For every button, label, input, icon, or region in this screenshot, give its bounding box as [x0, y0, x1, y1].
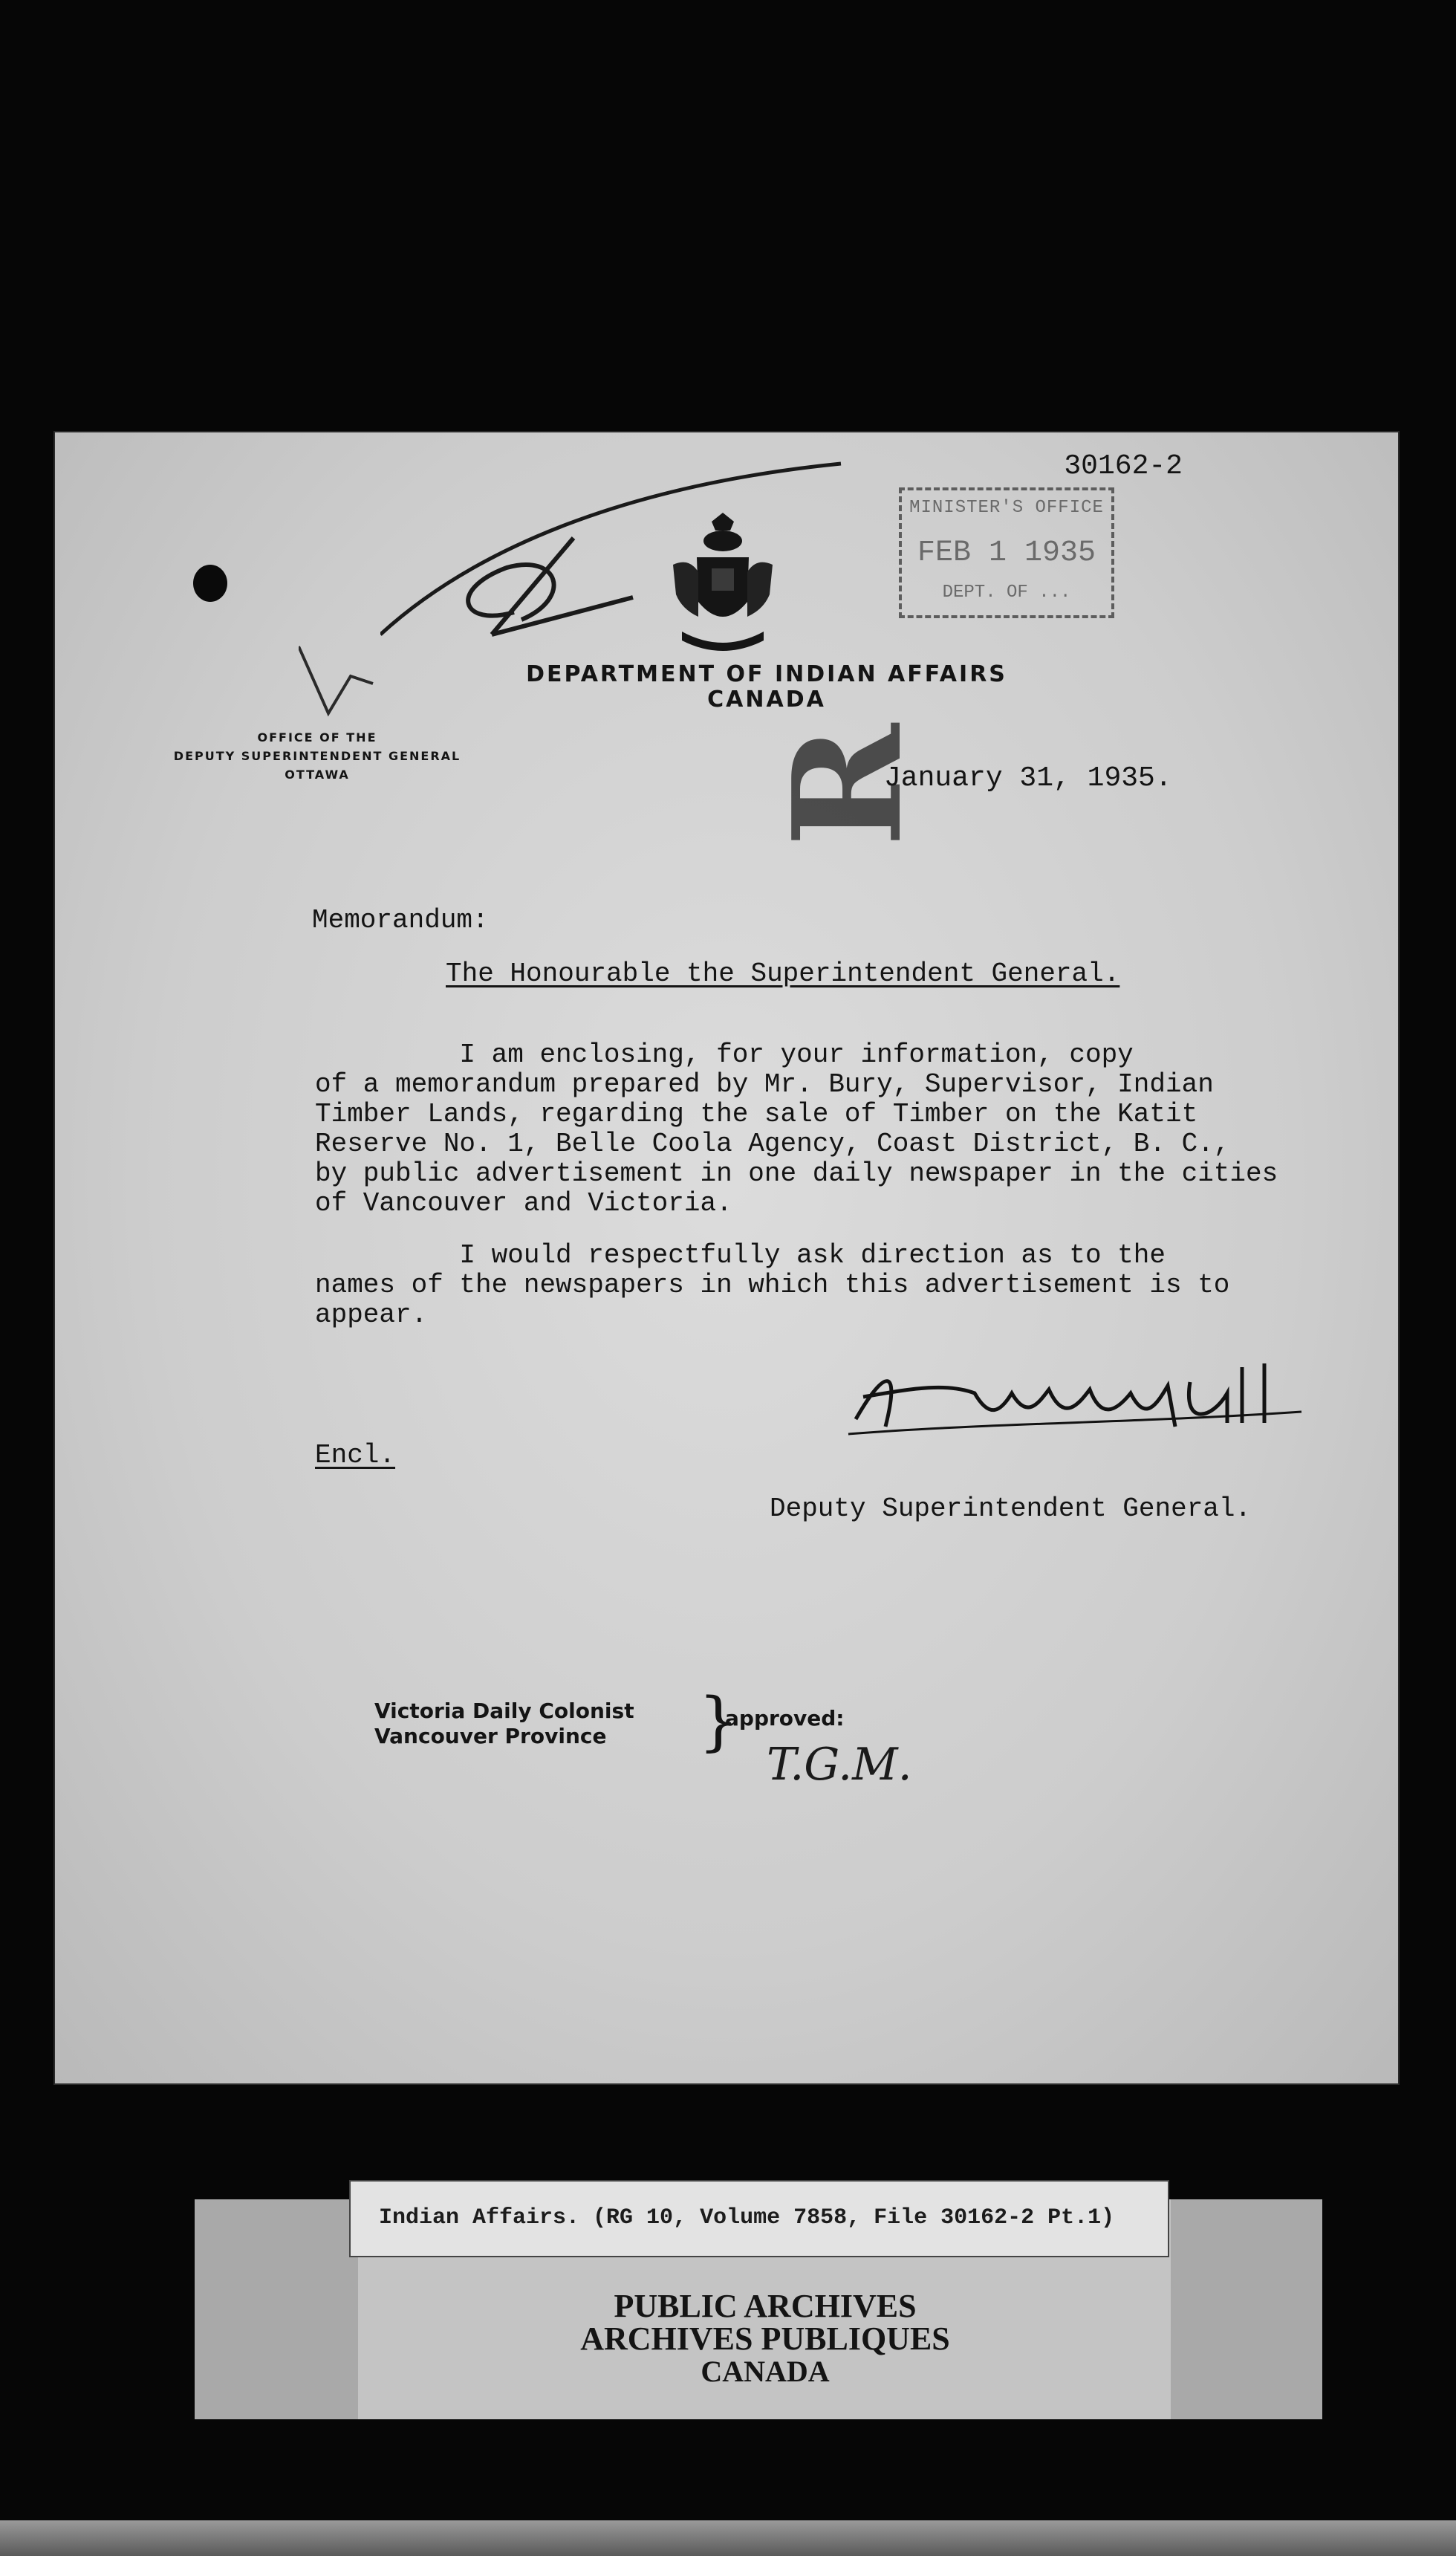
- newspaper-name: Vancouver Province: [374, 1724, 607, 1748]
- receipt-stamp: [899, 487, 1114, 618]
- department-country: CANADA: [707, 687, 826, 713]
- archives-line: CANADA: [701, 2355, 830, 2388]
- signature-icon: [841, 1352, 1316, 1449]
- stamp-office: MINISTER'S OFFICE: [909, 498, 1104, 518]
- file-number: 30162-2: [1064, 450, 1183, 482]
- office-block: [150, 728, 484, 784]
- checkmark-icon: [299, 639, 388, 728]
- addressee: The Honourable the Superintendent General.: [446, 958, 1120, 989]
- approval-initials: T.G.M.: [767, 1739, 912, 1791]
- approved-note: approved:: [725, 1706, 845, 1731]
- memo-label: Memorandum:: [312, 905, 489, 935]
- office-line: OTTAWA: [285, 768, 350, 782]
- stamp-date: FEB 1 1935: [917, 536, 1096, 570]
- punch-hole: [193, 565, 227, 602]
- office-line: DEPUTY SUPERINTENDENT GENERAL: [173, 749, 461, 763]
- signature-title: Deputy Superintendent General.: [770, 1493, 1252, 1524]
- newspaper-name: Victoria Daily Colonist: [374, 1699, 634, 1723]
- memo-date: January 31, 1935.: [884, 762, 1172, 794]
- handwritten-mark-icon: [380, 441, 856, 664]
- brace-icon: }: [698, 1684, 739, 1759]
- memo-paragraph: I am enclosing, for your information, copy of a memorandum prepared by Mr. Bury, Supervisor, Indian Timber Lands, regarding the sale of Timber on the Katit Reserve No. 1, Belle Coola Agency, Coast District, B. C., by public advertisement in one daily newspaper in the cities of Vancouver and Victoria.: [315, 1039, 1278, 1219]
- scan-bottom-band: [0, 2520, 1456, 2556]
- archives-line: ARCHIVES PUBLIQUES: [580, 2320, 950, 2357]
- archive-card-edge: [1171, 2199, 1322, 2419]
- archives-line: PUBLIC ARCHIVES: [614, 2288, 917, 2324]
- office-line: OFFICE OF THE: [257, 730, 377, 745]
- royal-crest-icon: [667, 513, 779, 654]
- citation-text: Indian Affairs. (RG 10, Volume 7858, File 30162-2 Pt.1): [379, 2205, 1115, 2231]
- r-stamp: R: [761, 723, 935, 847]
- department-title: DEPARTMENT OF INDIAN AFFAIRS: [526, 661, 1007, 687]
- stamp-dept: DEPT. OF ...: [942, 583, 1071, 603]
- archive-card-edge: [195, 2199, 358, 2419]
- memo-sheet: [53, 431, 1400, 2085]
- enclosure-note: Encl.: [315, 1440, 396, 1470]
- memo-paragraph: I would respectfully ask direction as to the names of the newspapers in which this advertisement is to appear.: [315, 1240, 1230, 1330]
